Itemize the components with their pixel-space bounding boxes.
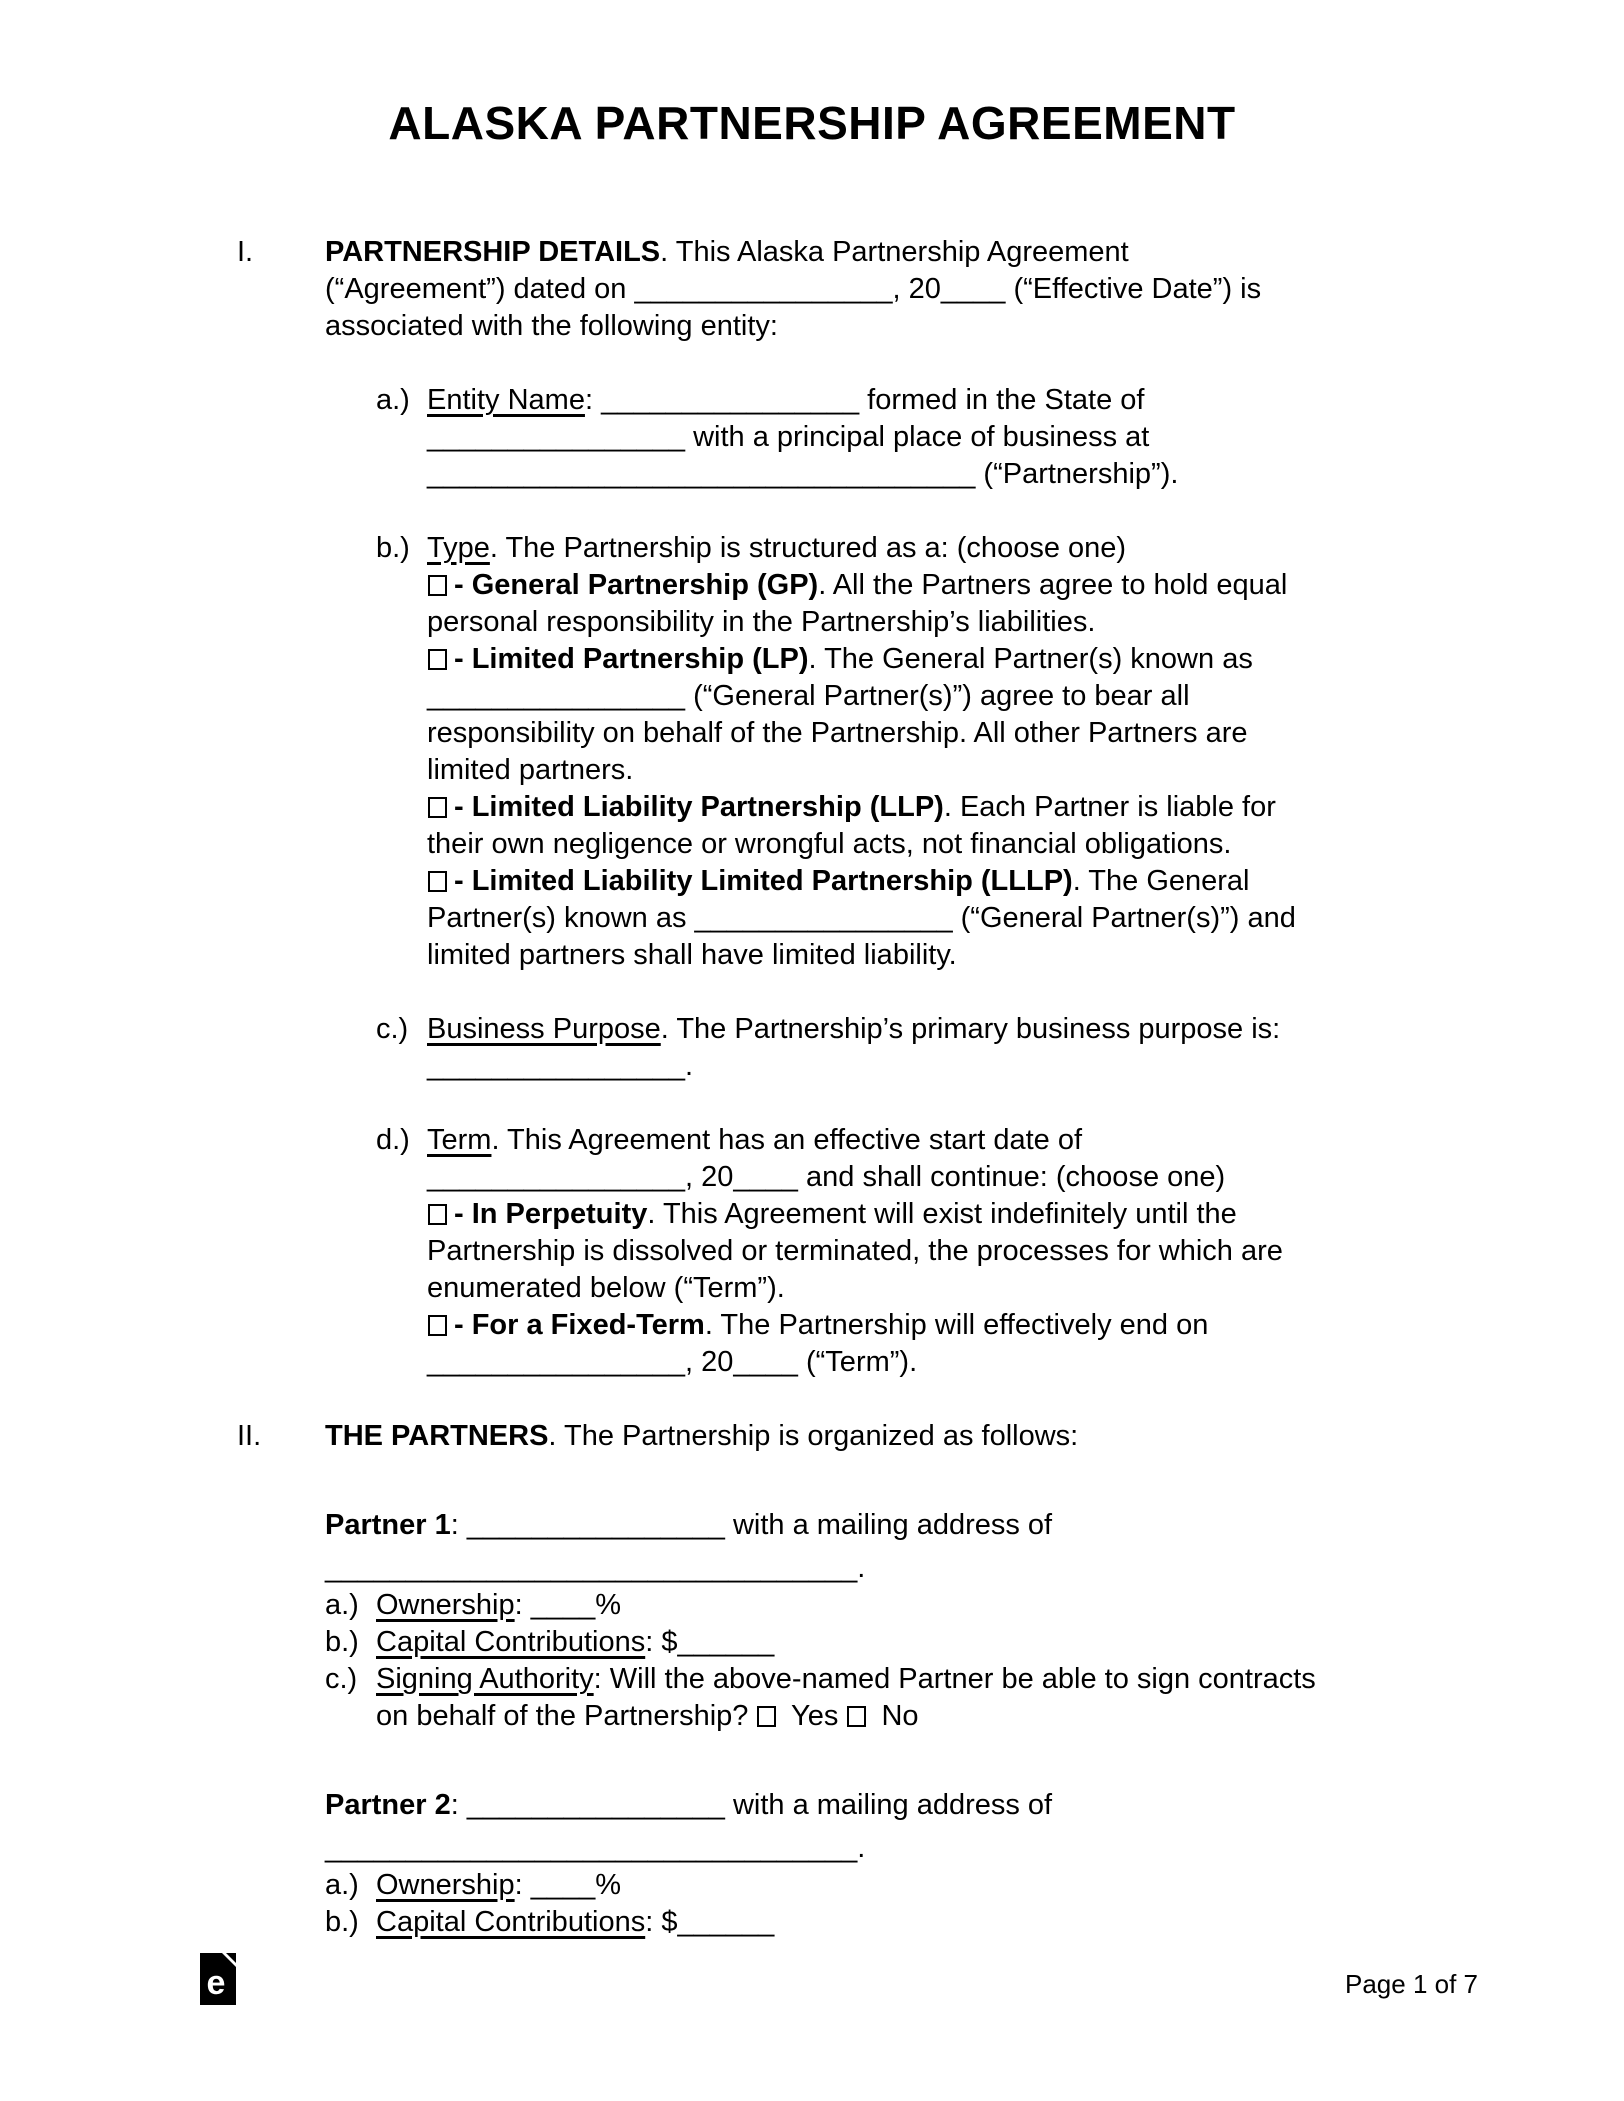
text-line	[237, 1661, 1597, 1698]
list-label: d.)	[376, 1124, 410, 1156]
text-line	[237, 604, 1597, 641]
text-run: limited partners.	[427, 754, 634, 786]
section-i-partnership-details	[237, 234, 1597, 345]
text-line	[237, 715, 1597, 752]
text-line	[237, 1159, 1597, 1196]
text-line	[237, 1233, 1597, 1270]
text-line	[237, 752, 1597, 789]
text-run: Partner(s) known as ________________ (“General Partner(s)”) and	[427, 902, 1296, 934]
underlined-term: Business Purpose	[427, 1013, 661, 1045]
list-label: a.)	[325, 1869, 359, 1901]
checkbox-partner1-signing-yes[interactable]	[757, 1706, 776, 1727]
checkbox-partner1-signing-no[interactable]	[847, 1706, 866, 1727]
item-c-business-purpose	[237, 1011, 1597, 1085]
text-line	[237, 1867, 1597, 1904]
text-run: . The General Partner(s) known as	[808, 643, 1253, 675]
checkbox-fixed-term[interactable]	[428, 1315, 447, 1336]
item-d-term	[237, 1122, 1597, 1381]
text-line	[237, 789, 1597, 826]
partner-2	[237, 1787, 1597, 1941]
text-line	[237, 1011, 1597, 1048]
text-run: enumerated below (“Term”).	[427, 1272, 785, 1304]
text-run: : ____%	[514, 1869, 622, 1901]
text-line	[237, 863, 1597, 900]
text-line	[237, 1587, 1597, 1624]
text-run: ________________, 20____ (“Term”).	[427, 1346, 918, 1378]
underlined-term: Ownership	[376, 1589, 515, 1621]
underlined-term: Capital Contributions	[376, 1626, 646, 1658]
text-run: . This Agreement has an effective start date of	[491, 1124, 1083, 1156]
text-run: personal responsibility in the Partnership’s liabilities.	[427, 606, 1096, 638]
logo-letter: e	[206, 1964, 226, 2002]
text-line	[237, 826, 1597, 863]
text-run: Partnership is dissolved or terminated, the processes for which are	[427, 1235, 1283, 1267]
text-run: ________________ with a principal place of business at	[427, 421, 1150, 453]
text-run: . The Partnership will effectively end on	[704, 1309, 1209, 1341]
section-ii-the-partners	[237, 1418, 1597, 1455]
checkbox-general-partnership[interactable]	[428, 575, 447, 596]
text-run: . Each Partner is liable for	[943, 791, 1276, 823]
text-line	[237, 1196, 1597, 1233]
text-line	[237, 308, 1597, 345]
text-line	[237, 419, 1597, 456]
checkbox-limited-liability-limited-partnership[interactable]	[428, 871, 447, 892]
bold-text: - For a Fixed-Term	[454, 1309, 705, 1341]
document-title: ALASKA PARTNERSHIP AGREEMENT	[388, 97, 1236, 149]
document-body	[237, 234, 1597, 1941]
bold-text: Partner 1	[325, 1509, 451, 1541]
list-label: c.)	[325, 1663, 358, 1695]
text-line	[237, 1270, 1597, 1307]
text-run: : ________________ with a mailing address of	[450, 1509, 1053, 1541]
underlined-term: Type	[427, 532, 490, 564]
text-line	[237, 1122, 1597, 1159]
text-line	[237, 234, 1597, 271]
text-run: . The Partnership’s primary business purpose is:	[660, 1013, 1281, 1045]
text-run: . The Partnership is structured as a: (choose one)	[489, 532, 1127, 564]
text-run: __________________________________ (“Partnership”).	[427, 458, 1179, 490]
text-line	[237, 1698, 1597, 1735]
text-run: : $______	[645, 1626, 775, 1658]
text-line	[237, 900, 1597, 937]
checkbox-limited-liability-partnership[interactable]	[428, 797, 447, 818]
text-line	[237, 1048, 1597, 1085]
partner-1	[237, 1507, 1597, 1735]
text-run: No	[873, 1700, 919, 1732]
bold-text: PARTNERSHIP DETAILS	[325, 236, 661, 268]
bold-text: - Limited Liability Partnership (LLP)	[454, 791, 944, 823]
list-label: I.	[237, 236, 254, 268]
checkbox-limited-partnership[interactable]	[428, 649, 447, 670]
list-label: II.	[237, 1420, 262, 1452]
text-line	[237, 1507, 1597, 1544]
text-line	[237, 1418, 1597, 1455]
text-run: ________________, 20____ and shall continue: (choose one)	[427, 1161, 1226, 1193]
list-label: b.)	[325, 1626, 359, 1658]
text-line	[237, 567, 1597, 604]
text-line	[237, 271, 1597, 308]
text-run: : Will the above-named Partner be able to sign contracts	[593, 1663, 1316, 1695]
bold-text: - General Partnership (GP)	[454, 569, 819, 601]
text-line	[237, 1624, 1597, 1661]
text-run: : ____%	[514, 1589, 622, 1621]
text-run: . This Alaska Partnership Agreement	[660, 236, 1129, 268]
bold-text: Partner 2	[325, 1789, 451, 1821]
text-line	[237, 1830, 1597, 1867]
text-line	[237, 1787, 1597, 1824]
text-run: ________________.	[427, 1050, 694, 1082]
document-icon	[200, 1953, 236, 2005]
page-number: Page 1 of 7	[1345, 1969, 1478, 1999]
underlined-term: Entity Name	[427, 384, 585, 416]
text-run: : ________________ with a mailing address of	[450, 1789, 1053, 1821]
item-b-type	[237, 530, 1597, 974]
bold-text: - Limited Liability Limited Partnership (LLLP)	[454, 865, 1073, 897]
list-label: a.)	[376, 384, 410, 416]
text-line	[237, 1550, 1597, 1587]
underlined-term: Ownership	[376, 1869, 515, 1901]
text-line	[237, 1307, 1597, 1344]
text-line	[237, 678, 1597, 715]
text-run: _________________________________.	[325, 1832, 866, 1864]
list-label: a.)	[325, 1589, 359, 1621]
text-line	[237, 1344, 1597, 1381]
text-line	[237, 456, 1597, 493]
text-run: Yes	[783, 1700, 847, 1732]
text-run: associated with the following entity:	[325, 310, 778, 342]
text-line	[237, 937, 1597, 974]
underlined-term: Signing Authority	[376, 1663, 594, 1695]
bold-text: - In Perpetuity	[454, 1198, 648, 1230]
list-label: c.)	[376, 1013, 409, 1045]
text-line	[237, 382, 1597, 419]
text-run: _________________________________.	[325, 1552, 866, 1584]
text-run: . All the Partners agree to hold equal	[818, 569, 1288, 601]
text-run: . The General	[1072, 865, 1250, 897]
text-run: . This Agreement will exist indefinitely until the	[647, 1198, 1237, 1230]
text-line	[237, 530, 1597, 567]
text-run: ________________ (“General Partner(s)”) agree to bear all	[427, 680, 1190, 712]
text-run: their own negligence or wrongful acts, not financial obligations.	[427, 828, 1232, 860]
text-line	[237, 1904, 1597, 1941]
bold-text: THE PARTNERS	[325, 1420, 549, 1452]
list-label: b.)	[325, 1906, 359, 1938]
text-run: responsibility on behalf of the Partnership. All other Partners are	[427, 717, 1248, 749]
checkbox-in-perpetuity[interactable]	[428, 1204, 447, 1225]
underlined-term: Capital Contributions	[376, 1906, 646, 1938]
item-a-entity-name	[237, 382, 1597, 493]
eforms-logo	[200, 1953, 236, 2005]
text-run: limited partners shall have limited liability.	[427, 939, 957, 971]
text-run: : ________________ formed in the State of	[584, 384, 1145, 416]
list-label: b.)	[376, 532, 410, 564]
underlined-term: Term	[427, 1124, 492, 1156]
text-run: . The Partnership is organized as follows:	[548, 1420, 1079, 1452]
text-run: on behalf of the Partnership?	[376, 1700, 757, 1732]
text-run: (“Agreement”) dated on ________________, 20____ (“Effective Date”) is	[325, 273, 1262, 305]
text-run: : $______	[645, 1906, 775, 1938]
text-line	[237, 641, 1597, 678]
bold-text: - Limited Partnership (LP)	[454, 643, 809, 675]
